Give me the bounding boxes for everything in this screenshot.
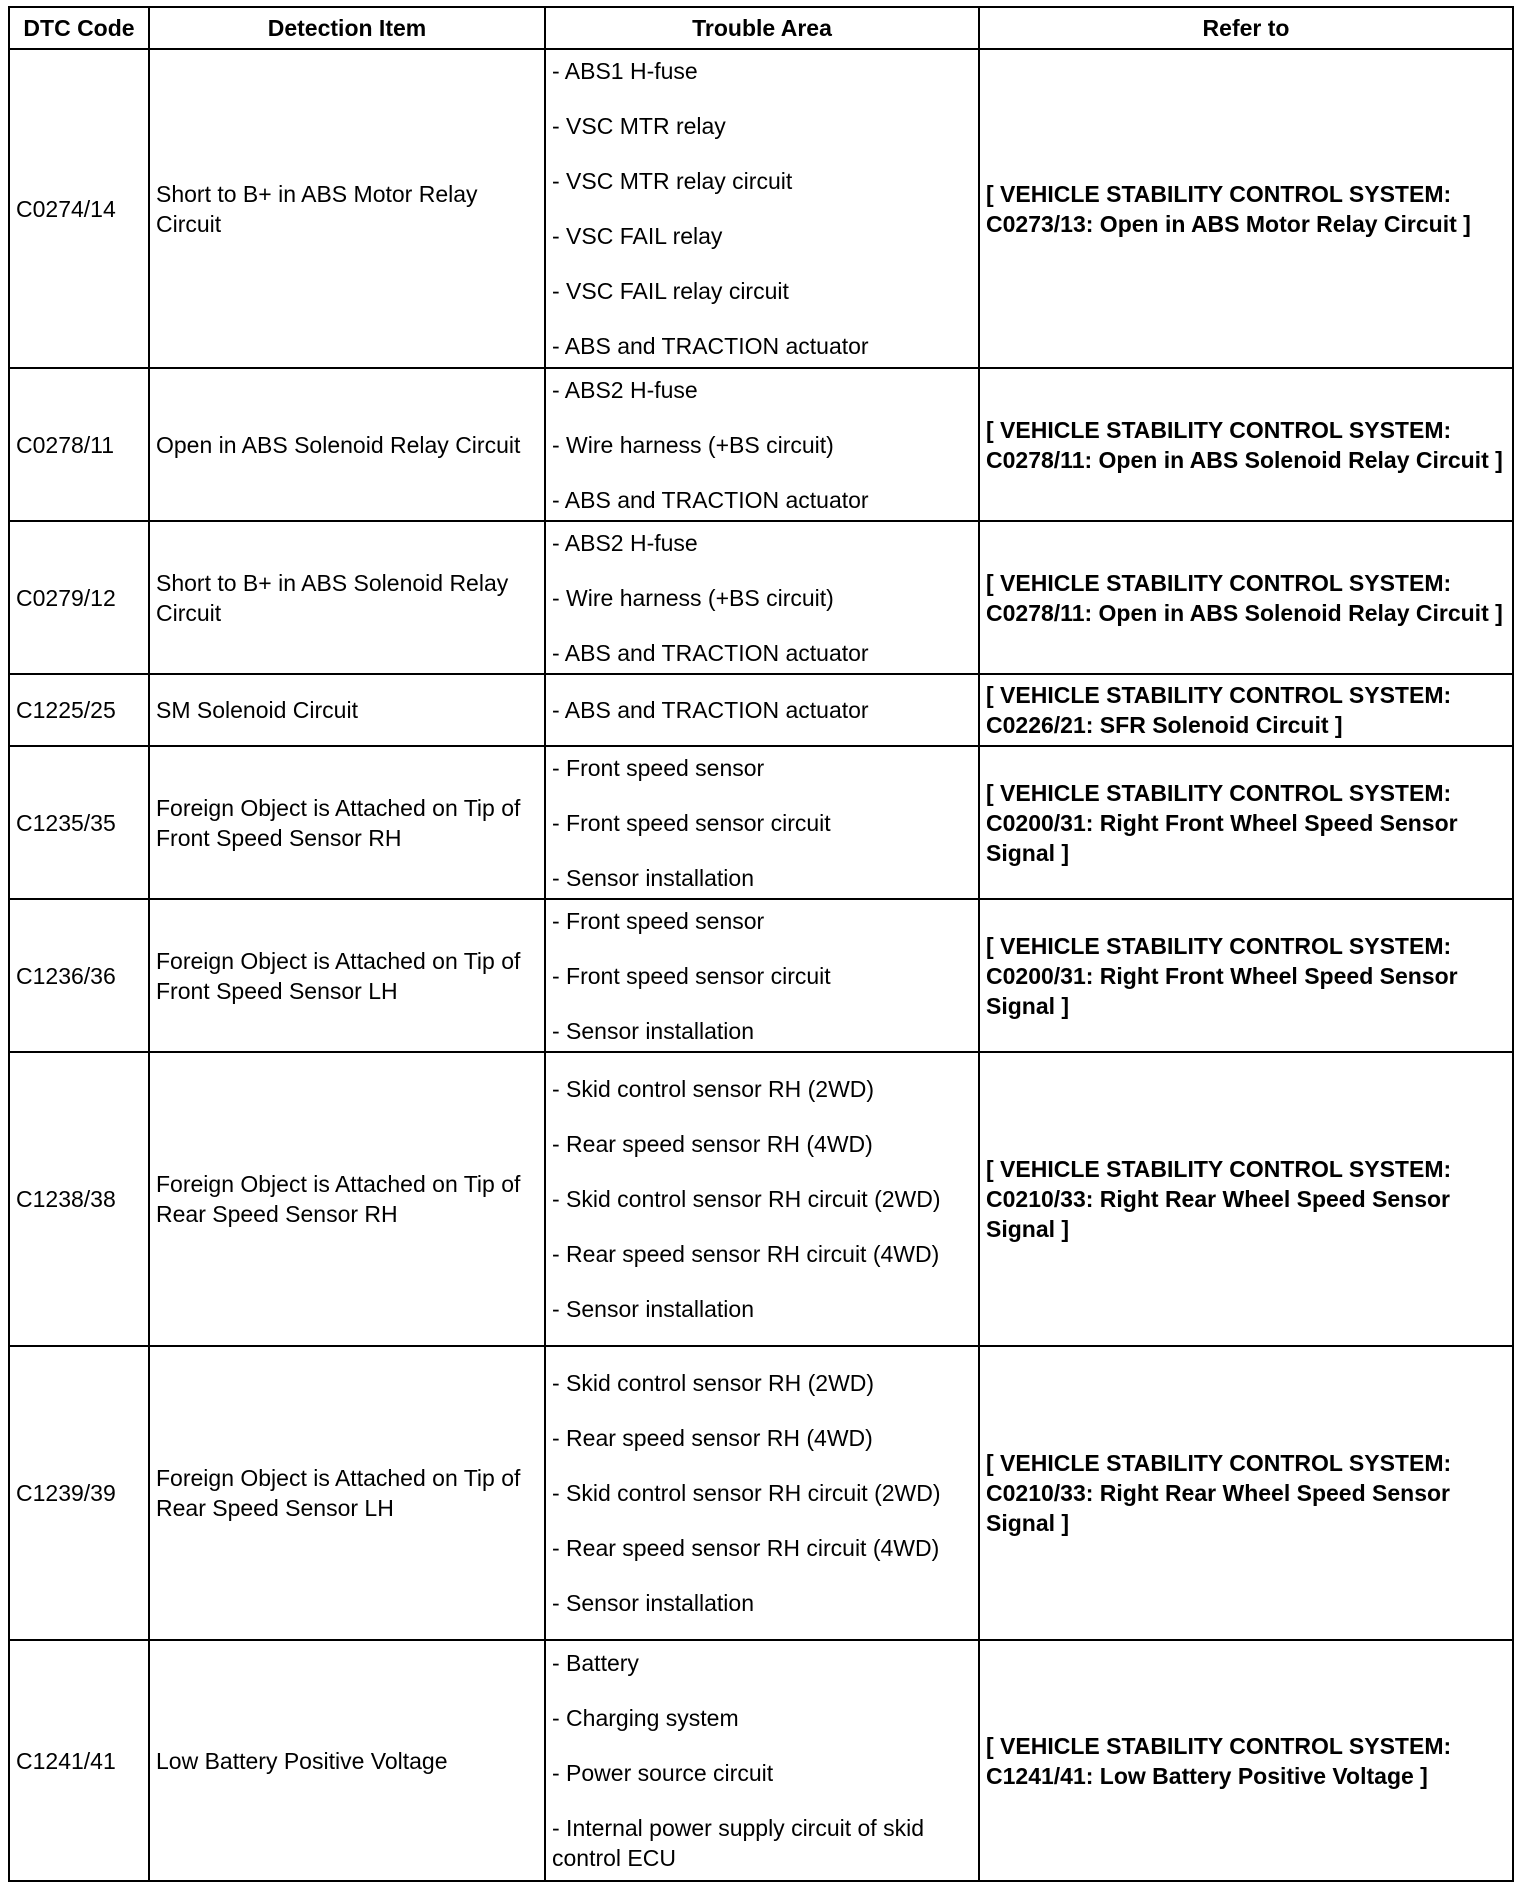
detection-item-cell: Short to B+ in ABS Motor Relay Circuit [149, 49, 545, 368]
trouble-area-item: - ABS and TRACTION actuator [552, 333, 869, 359]
trouble-area-item: - VSC MTR relay [552, 113, 726, 139]
refer-to-link[interactable]: [ VEHICLE STABILITY CONTROL SYSTEM: C0210/33: Right Rear Wheel Speed Sensor Signal ] [979, 1052, 1513, 1346]
table-row [9, 368, 1513, 521]
refer-to-link[interactable]: [ VEHICLE STABILITY CONTROL SYSTEM: C0200/31: Right Front Wheel Speed Sensor Signal ] [979, 899, 1513, 1052]
dtc-code-cell: C0279/12 [9, 521, 149, 674]
trouble-area-item: - Battery [552, 1650, 639, 1676]
header-trouble-area: Trouble Area [545, 7, 979, 49]
detection-item-cell: Foreign Object is Attached on Tip of Rear Speed Sensor RH [149, 1052, 545, 1346]
table-row [9, 674, 1513, 746]
trouble-area-item: - Skid control sensor RH (2WD) [552, 1370, 875, 1396]
table-row [9, 746, 1513, 899]
trouble-area-item: - Rear speed sensor RH (4WD) [552, 1131, 873, 1157]
table-row [9, 1052, 1513, 1346]
dtc-table [8, 6, 1514, 1882]
trouble-area-cell [545, 368, 979, 521]
trouble-area-item: - Front speed sensor circuit [552, 962, 831, 989]
trouble-area-item: - Sensor installation [552, 864, 754, 891]
table-row [9, 1346, 1513, 1640]
refer-to-link[interactable]: [ VEHICLE STABILITY CONTROL SYSTEM: C1241/41: Low Battery Positive Voltage ] [979, 1640, 1513, 1881]
refer-to-link[interactable]: [ VEHICLE STABILITY CONTROL SYSTEM: C0278/11: Open in ABS Solenoid Relay Circuit ] [979, 521, 1513, 674]
trouble-area-cell [545, 1052, 979, 1346]
detection-item-cell: Foreign Object is Attached on Tip of Front Speed Sensor LH [149, 899, 545, 1052]
trouble-area-item: - Internal power supply circuit of skid control ECU [552, 1815, 924, 1871]
detection-item-cell: Open in ABS Solenoid Relay Circuit [149, 368, 545, 521]
trouble-area-cell [545, 521, 979, 674]
trouble-area-item: - Skid control sensor RH circuit (2WD) [552, 1186, 941, 1212]
dtc-code-cell: C1239/39 [9, 1346, 149, 1640]
trouble-area-cell [545, 1346, 979, 1640]
dtc-code-cell: C0278/11 [9, 368, 149, 521]
trouble-area-cell [545, 899, 979, 1052]
trouble-area-cell [545, 674, 979, 746]
dtc-code-cell: C0274/14 [9, 49, 149, 368]
trouble-area-item: - Wire harness (+BS circuit) [552, 584, 834, 611]
detection-item-cell: Low Battery Positive Voltage [149, 1640, 545, 1881]
header-detection-item: Detection Item [149, 7, 545, 49]
detection-item-cell: Foreign Object is Attached on Tip of Rear Speed Sensor LH [149, 1346, 545, 1640]
trouble-area-item: - Power source circuit [552, 1760, 774, 1786]
dtc-code-cell: C1238/38 [9, 1052, 149, 1346]
trouble-area-item: - ABS1 H-fuse [552, 58, 698, 84]
trouble-area-item: - Rear speed sensor RH circuit (4WD) [552, 1241, 940, 1267]
dtc-code-cell: C1236/36 [9, 899, 149, 1052]
table-body [9, 49, 1513, 1881]
trouble-area-item: - Skid control sensor RH (2WD) [552, 1076, 875, 1102]
trouble-area-item: - ABS and TRACTION actuator [552, 697, 869, 723]
trouble-area-item: - VSC FAIL relay [552, 223, 723, 249]
table-row [9, 521, 1513, 674]
refer-to-link[interactable]: [ VEHICLE STABILITY CONTROL SYSTEM: C0210/33: Right Rear Wheel Speed Sensor Signal ] [979, 1346, 1513, 1640]
trouble-area-item: - Sensor installation [552, 1017, 754, 1044]
dtc-code-cell: C1235/35 [9, 746, 149, 899]
trouble-area-item: - VSC FAIL relay circuit [552, 278, 789, 304]
trouble-area-item: - Rear speed sensor RH (4WD) [552, 1425, 873, 1451]
trouble-area-item: - Charging system [552, 1705, 739, 1731]
table-row [9, 49, 1513, 368]
trouble-area-cell [545, 1640, 979, 1881]
trouble-area-item: - Skid control sensor RH circuit (2WD) [552, 1480, 941, 1506]
trouble-area-item: - VSC MTR relay circuit [552, 168, 793, 194]
trouble-area-item: - Rear speed sensor RH circuit (4WD) [552, 1535, 940, 1561]
table-row [9, 1640, 1513, 1881]
detection-item-cell: Short to B+ in ABS Solenoid Relay Circuit [149, 521, 545, 674]
trouble-area-item: - Wire harness (+BS circuit) [552, 431, 834, 458]
detection-item-cell: SM Solenoid Circuit [149, 674, 545, 746]
trouble-area-cell [545, 49, 979, 368]
refer-to-link[interactable]: [ VEHICLE STABILITY CONTROL SYSTEM: C0273/13: Open in ABS Motor Relay Circuit ] [979, 49, 1513, 368]
trouble-area-item: - ABS2 H-fuse [552, 376, 698, 403]
trouble-area-item: - ABS2 H-fuse [552, 529, 698, 556]
dtc-code-cell: C1241/41 [9, 1640, 149, 1881]
table-row [9, 899, 1513, 1052]
refer-to-link[interactable]: [ VEHICLE STABILITY CONTROL SYSTEM: C0278/11: Open in ABS Solenoid Relay Circuit ] [979, 368, 1513, 521]
trouble-area-item: - ABS and TRACTION actuator [552, 639, 869, 666]
header-row [9, 7, 1513, 49]
trouble-area-item: - Front speed sensor [552, 907, 765, 934]
detection-item-cell: Foreign Object is Attached on Tip of Front Speed Sensor RH [149, 746, 545, 899]
dtc-table-wrapper [8, 6, 1514, 1882]
refer-to-link[interactable]: [ VEHICLE STABILITY CONTROL SYSTEM: C0226/21: SFR Solenoid Circuit ] [979, 674, 1513, 746]
dtc-code-cell: C1225/25 [9, 674, 149, 746]
header-dtc-code: DTC Code [9, 7, 149, 49]
header-refer-to: Refer to [979, 7, 1513, 49]
refer-to-link[interactable]: [ VEHICLE STABILITY CONTROL SYSTEM: C0200/31: Right Front Wheel Speed Sensor Signal ] [979, 746, 1513, 899]
trouble-area-item: - ABS and TRACTION actuator [552, 486, 869, 513]
trouble-area-item: - Sensor installation [552, 1296, 754, 1322]
trouble-area-item: - Front speed sensor [552, 754, 765, 781]
trouble-area-item: - Front speed sensor circuit [552, 809, 831, 836]
trouble-area-cell [545, 746, 979, 899]
trouble-area-item: - Sensor installation [552, 1590, 754, 1616]
